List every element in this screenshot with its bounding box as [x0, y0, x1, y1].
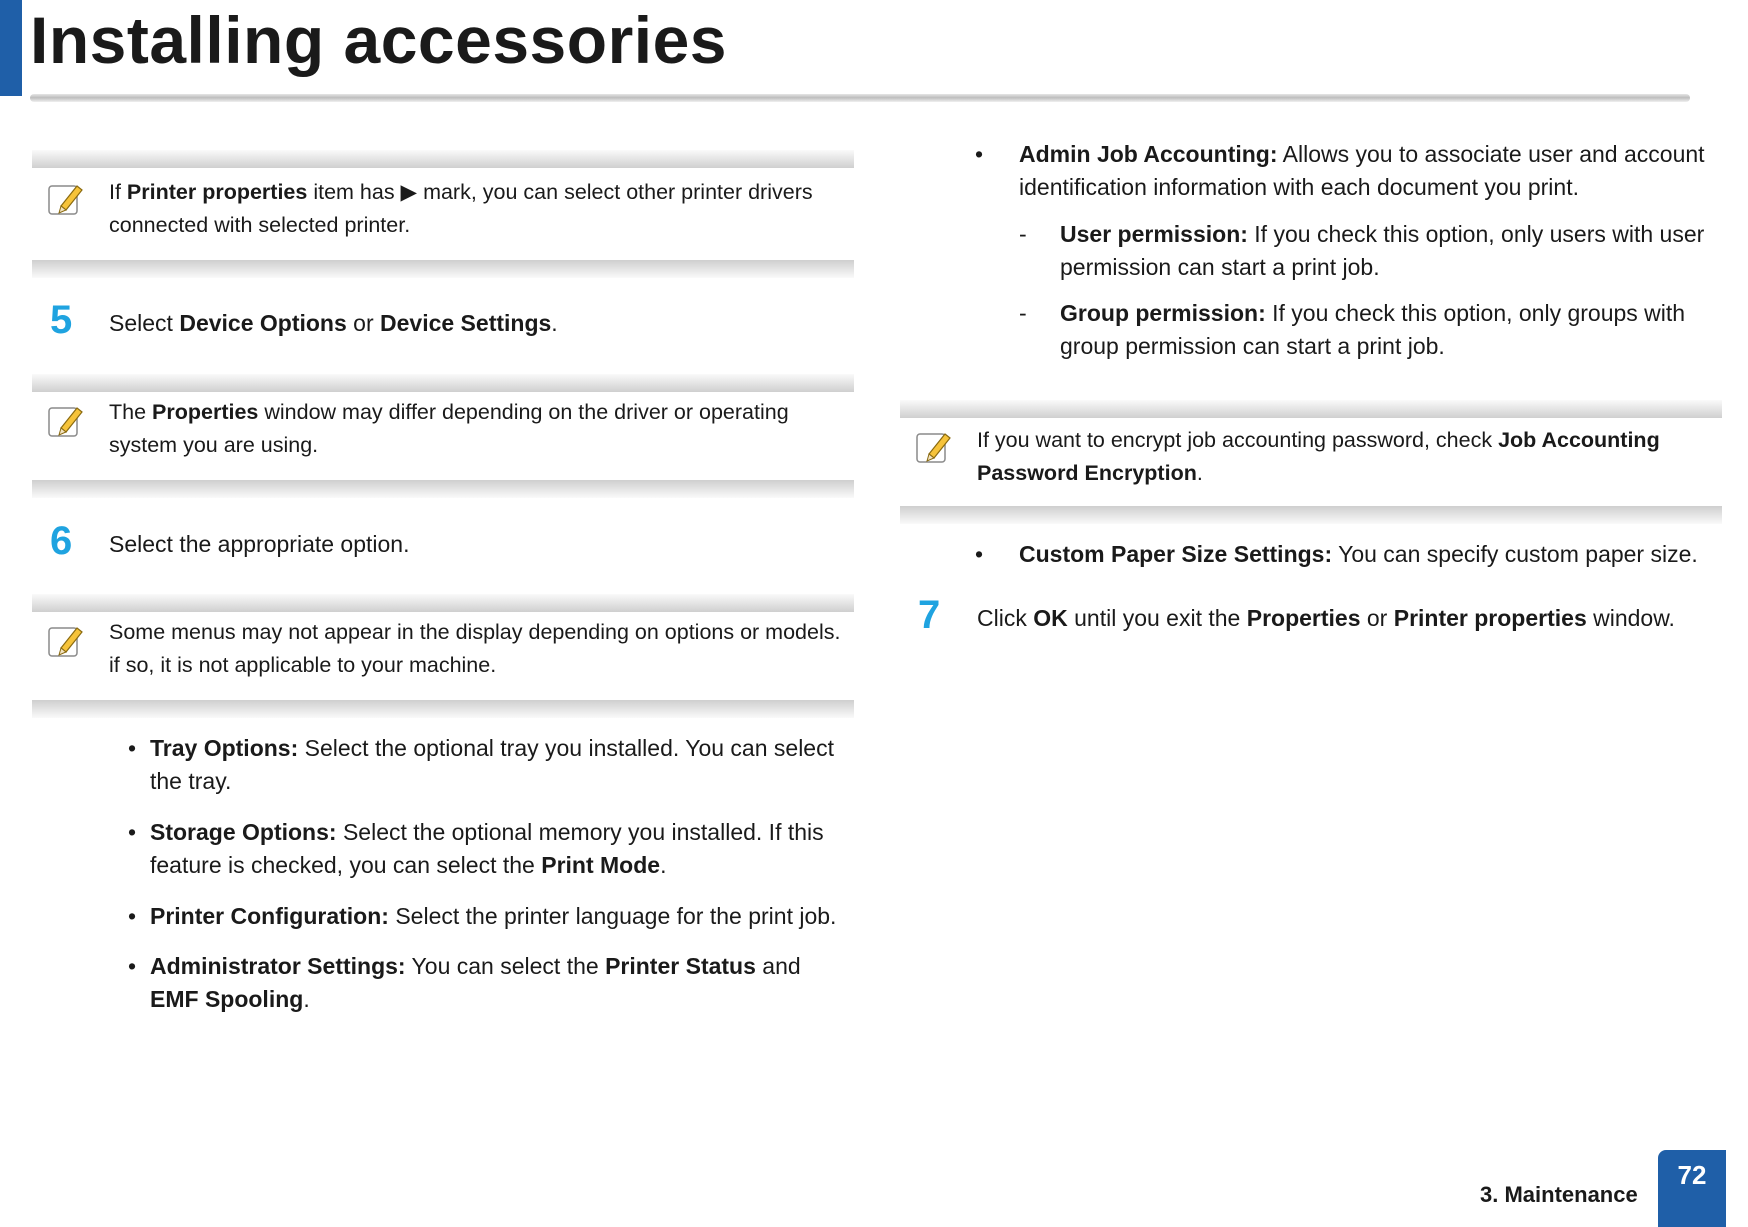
step-text: Click OK until you exit the Properties or Printer properties window.: [977, 605, 1675, 631]
step-text: Select the appropriate option.: [109, 531, 410, 557]
note-text: If you want to encrypt job accounting password, check Job Accounting Password Encryption.: [977, 428, 1660, 485]
triangle-right-icon: ▶: [400, 180, 418, 204]
page-title: Installing accessories: [30, 3, 728, 77]
step-number: 7: [918, 593, 941, 637]
pencil-note-icon: [47, 180, 85, 218]
note-bottom-bar: [32, 260, 854, 278]
note-top-bar: [900, 400, 1722, 418]
note-bottom-bar: [32, 700, 854, 718]
note-menus: [32, 594, 854, 718]
note-job-accounting-encryption: [900, 400, 1722, 524]
header-accent-tab: [0, 0, 22, 96]
step-number: 6: [50, 519, 73, 563]
step-7: [900, 593, 1722, 651]
note-top-bar: [32, 150, 854, 168]
step-number: 5: [50, 298, 73, 342]
pencil-note-icon: [915, 428, 953, 466]
note-top-bar: [32, 594, 854, 612]
title-underline: [30, 94, 1690, 102]
note-bottom-bar: [900, 506, 1722, 524]
step-5: [32, 298, 854, 356]
page-number: 72: [1658, 1150, 1726, 1227]
note-top-bar: [32, 374, 854, 392]
pencil-note-icon: [47, 402, 85, 440]
note-text: The Properties window may differ depending on the driver or operating system you are using.: [109, 400, 789, 457]
footer-section-label: 3. Maintenance: [1480, 1182, 1638, 1207]
step-6: [32, 519, 854, 577]
note-text: If Printer properties item has ▶ mark, you can select other printer drivers connected with selected printer.: [109, 180, 813, 237]
note-properties-window: [32, 374, 854, 498]
pencil-note-icon: [47, 622, 85, 660]
note-text: Some menus may not appear in the display depending on options or models. if so, it is not applicable to your machine.: [109, 620, 841, 677]
step-text: Select Device Options or Device Settings.: [109, 310, 558, 336]
note-bottom-bar: [32, 480, 854, 498]
note-printer-properties: [32, 150, 854, 278]
